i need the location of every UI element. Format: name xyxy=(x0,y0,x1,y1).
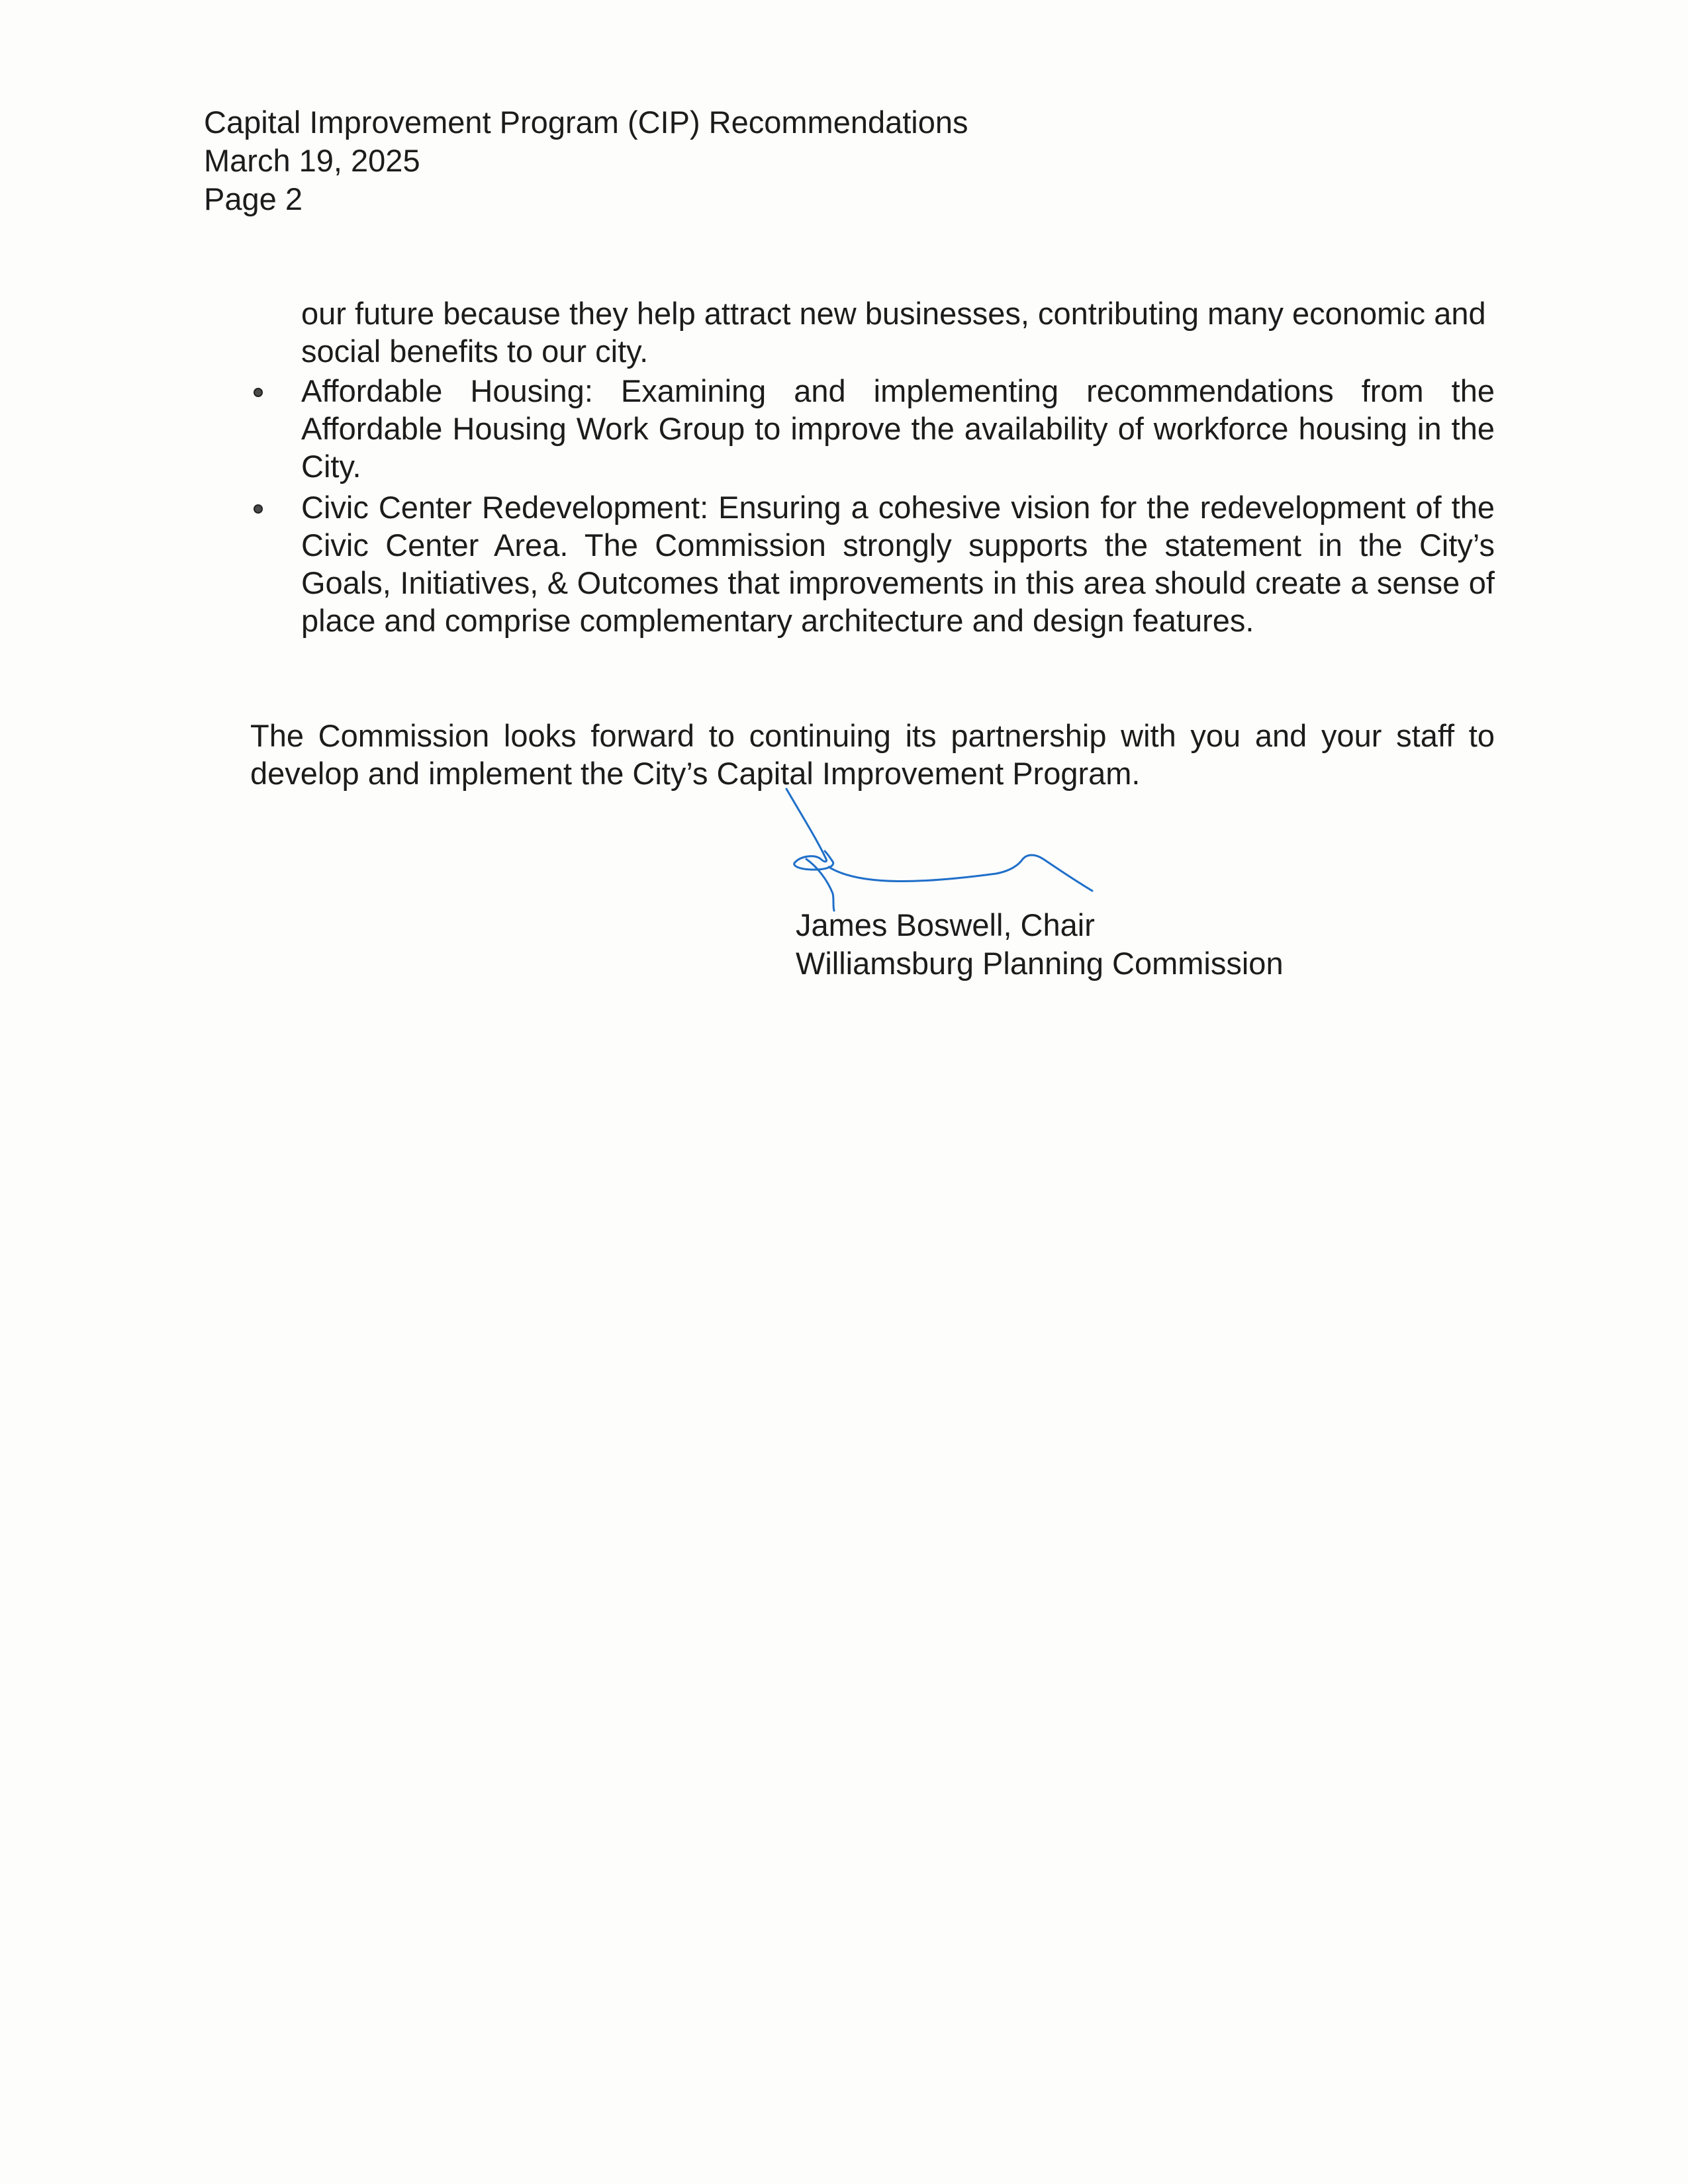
page-header xyxy=(204,103,968,218)
closing-paragraph: The Commission looks forward to continuing its partnership with you and your staff to develop and implement the City’s Capital Improvement Program. xyxy=(250,718,1495,791)
bullet-text: Affordable Housing: Examining and implementing recommendations from the Affordable Housing Work Group to improve the availability of workforce housing in the City. xyxy=(301,373,1495,484)
bullet-icon xyxy=(254,388,263,397)
signer-name: James Boswell, Chair xyxy=(796,907,1095,942)
document-title: Capital Improvement Program (CIP) Recommendations xyxy=(204,105,968,140)
page-number: Page 2 xyxy=(204,181,303,216)
document-date: March 19, 2025 xyxy=(204,143,420,178)
continued-paragraph: our future because they help attract new businesses, contributing many economic and social benefits to our city. xyxy=(301,296,1486,369)
list-item xyxy=(250,488,1495,639)
recommendation-list xyxy=(250,372,1495,643)
bullet-icon xyxy=(254,504,263,514)
signer-organization: Williamsburg Planning Commission xyxy=(796,946,1284,981)
signature-block xyxy=(796,906,1284,983)
list-item xyxy=(250,372,1495,485)
bullet-text: Civic Center Redevelopment: Ensuring a cohesive vision for the redevelopment of the Civic Center Area. The Commission strongly supports the statement in the City’s Goals, Initiatives, & Outcomes that improvements in this area should create a sense of place and comprise complementary architecture and design features. xyxy=(301,490,1495,638)
signature-stroke xyxy=(786,789,1092,911)
